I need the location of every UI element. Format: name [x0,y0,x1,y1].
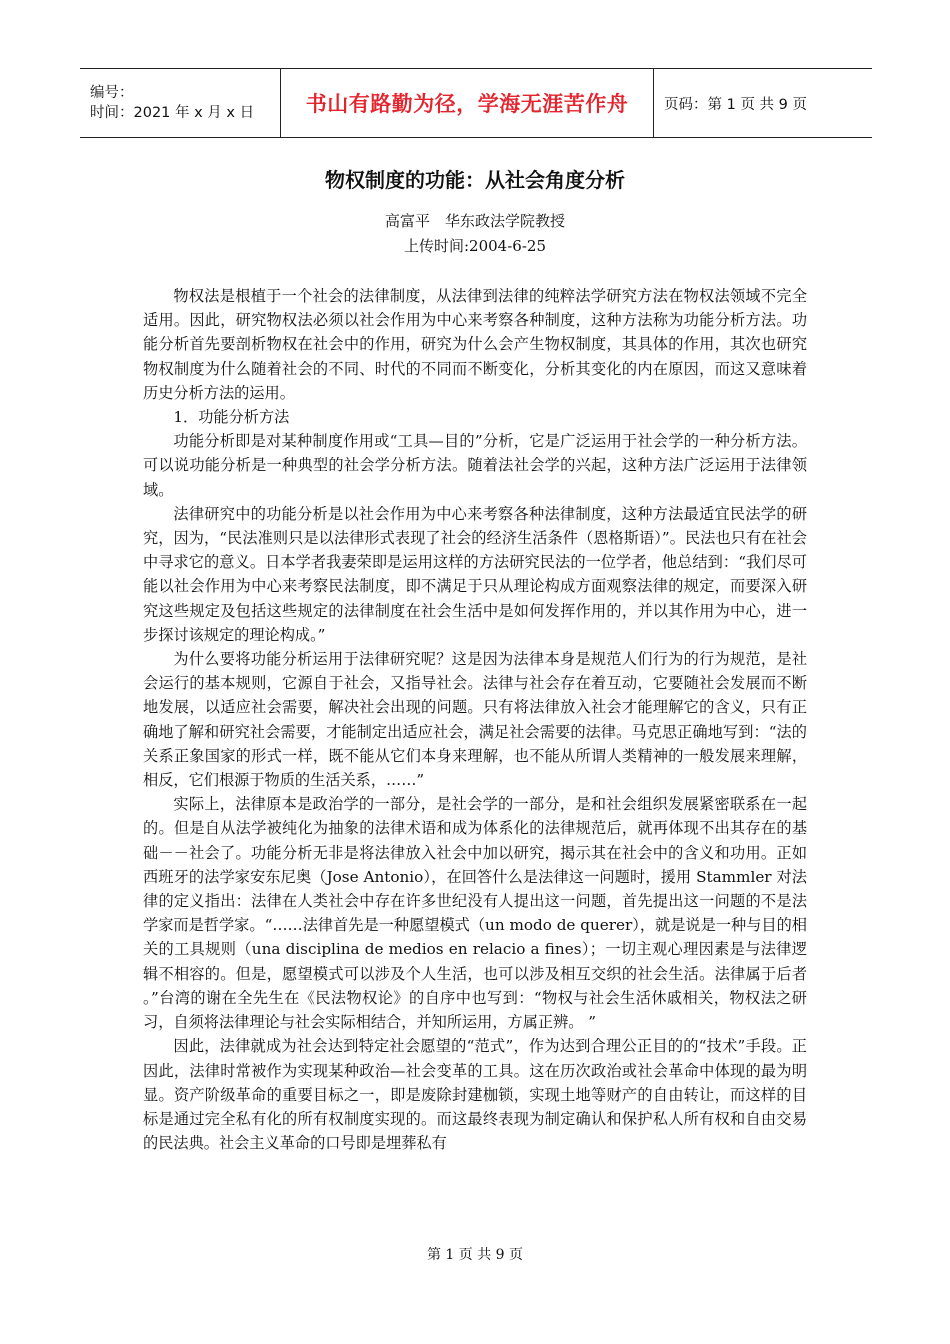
paragraph: 为什么要将功能分析运用于法律研究呢？这是因为法律本身是规范人们行为的行为规范，是社会运行的基本规则，它源自于社会，又指导社会。法律与社会存在着互动，它要随社会发展而不断地发展，以适应社会需要，解决社会出现的问题。只有将法律放入社会才能理解它的含义，只有正确地了解和研究社会需要，才能制定出适应社会，满足社会需要的法律。马克思正确地写到：“法的关系正象国家的形式一样，既不能从它们本身来理解，也不能从所谓人类精神的一般发展来理解，相反，它们根源于物质的生活关系，……” [143,650,807,790]
article-body [143,284,807,1155]
header-page-info: 页码：第 1 页 共 9 页 [664,96,807,113]
article-upload-time: 上传时间:2004-6-25 [404,237,546,255]
paragraph: 法律研究中的功能分析是以社会作用为中心来考察各种法律制度，这种方法最适宜民法学的研究，因为，“民法准则只是以法律形式表现了社会的经济生活条件（恩格斯语）”。民法也只有在社会中寻求它的意义。日本学者我妻荣即是运用这样的方法研究民法的一位学者，他总结到：“我们尽可能以社会作用为中心来考察民法制度，即不满足于只从理论构成方面观察法律的规定，而要深入研究这些规定及包括这些规定的法律制度在社会生活中是如何发挥作用的，并以其作用为中心，进一步探讨该规定的理论构成。” [143,504,807,644]
paragraph: 功能分析即是对某种制度作用或“工具—目的”分析，它是广泛运用于社会学的一种分析方法。可以说功能分析是一种典型的社会学分析方法。随着法社会学的兴起，这种方法广泛运用于法律领域。 [143,432,807,499]
paragraph: 物权法是根植于一个社会的法律制度，从法律到法律的纯粹法学研究方法在物权法领域不完全适用。因此，研究物权法必须以社会作用为中心来考察各种制度，这种方法称为功能分析方法。功能分析首先要剖析物权在社会中的作用，研究为什么会产生物权制度，其具体的作用，其次也研究物权制度为什么随着社会的不同、时代的不同而不断变化，分析其变化的内在原因，而这又意味着历史分析方法的运用。 [143,287,807,402]
article-title: 物权制度的功能：从社会角度分析 [325,168,625,192]
document-number-label: 编号： [90,85,134,101]
paragraph: 因此，法律就成为社会达到特定社会愿望的“范式”，作为达到合理公正目的的“技术”手段。正因此，法律时常被作为实现某种政治—社会变革的工具。这在历次政治或社会革命中体现的最为明显。资产阶级革命的重要目标之一，即是废除封建枷锁，实现土地等财产的自由转让，而这样的目标是通过完全私有化的所有权制度实现的。而这最终表现为制定确认和保护私人所有权和自由交易的民法典。社会主义革命的口号即是埋葬私有 [143,1037,807,1153]
document-header [80,68,872,138]
header-page-info-cell [654,69,872,137]
header-meta [80,69,280,137]
header-motto-cell [280,69,654,137]
section-heading: 1．功能分析方法 [173,408,290,427]
header-motto: 书山有路勤为径，学海无涯苦作舟 [305,92,629,116]
article-author: 高富平 华东政法学院教授 [384,212,565,230]
page-footer: 第 1 页 共 9 页 [426,1247,524,1263]
paragraph: 实际上，法律原本是政治学的一部分，是社会学的一部分，是和社会组织发展紧密联系在一起的。但是自从法学被纯化为抽象的法律术语和成为体系化的法律规范后，就再体现不出其存在的基础－－社会了。功能分析无非是将法律放入社会中加以研究，揭示其在社会中的含义和功用。正如西班牙的法学家安东尼奥（Jose Antonio），在回答什么是法律这一问题时，援用 Stammler 对法律的定义指出：法律在人类社会中存在许多世纪没有人提出这一问题，首先提出这一问题的不是法学家而是哲学家。“……法律首先是一种愿望模式（un modo de querer），就是说是一种与目的相关的工具规则（una disciplina de medios en relacio a fines）；一切主观心理因素是与法律逻辑不相容的。但是，愿望模式可以涉及个人生活，也可以涉及相互交织的社会生活。法律属于后者 。”台湾的谢在全先生在《民法物权论》的自序中也写到：“物权与社会生活休戚相关，物权法之研习，自须将法律理论与社会实际相结合，并知所运用，方属正辨。 ” [143,795,807,1032]
document-date: 时间：2021 年 x 月 x 日 [90,105,255,121]
